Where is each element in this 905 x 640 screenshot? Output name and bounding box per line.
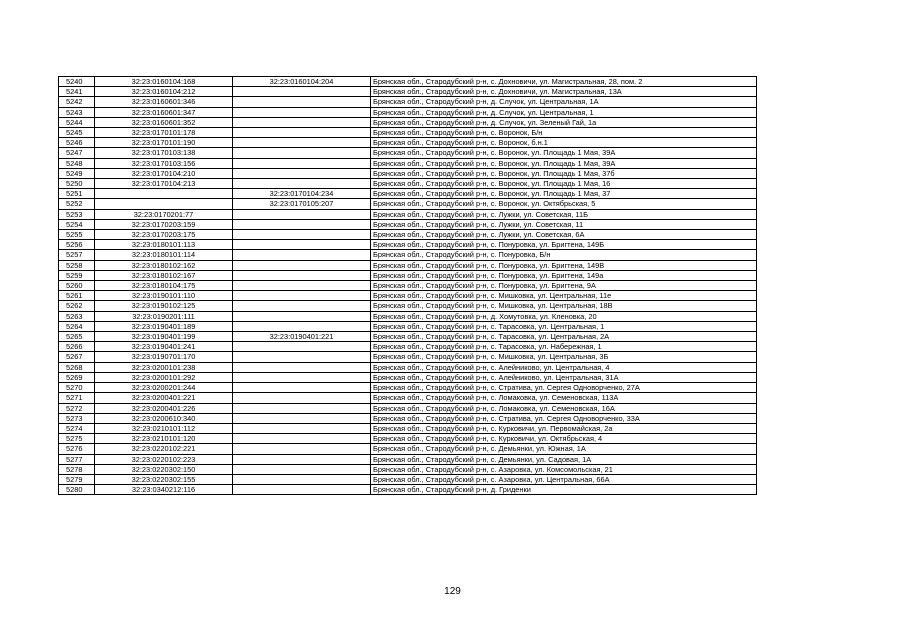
cadastral-number-cell: 32:23:0160601:347 xyxy=(95,107,233,117)
cadastral-number-cell: 32:23:0180101:113 xyxy=(95,240,233,250)
cadastral-number-cell: 32:23:0210101:112 xyxy=(95,423,233,433)
row-number-cell: 5275 xyxy=(59,434,95,444)
address-cell: Брянская обл., Стародубский р-н, с. Тарасовка, ул. Центральная, 2А xyxy=(371,332,757,342)
cadastral-number-cell: 32:23:0220302:155 xyxy=(95,474,233,484)
row-number-cell: 5265 xyxy=(59,332,95,342)
row-number-cell: 5245 xyxy=(59,128,95,138)
table-row xyxy=(59,87,757,97)
related-cadastral-number-cell xyxy=(233,403,371,413)
cadastral-number-cell: 32:23:0200101:238 xyxy=(95,362,233,372)
related-cadastral-number-cell xyxy=(233,281,371,291)
table-row xyxy=(59,352,757,362)
related-cadastral-number-cell xyxy=(233,128,371,138)
related-cadastral-number-cell xyxy=(233,179,371,189)
table-row xyxy=(59,291,757,301)
cadastral-number-cell: 32:23:0190101:110 xyxy=(95,291,233,301)
cadastral-number-cell xyxy=(95,189,233,199)
table-row xyxy=(59,485,757,495)
row-number-cell: 5262 xyxy=(59,301,95,311)
row-number-cell: 5278 xyxy=(59,464,95,474)
related-cadastral-number-cell xyxy=(233,240,371,250)
address-cell: Брянская обл., Стародубский р-н, с. Лужки, ул. Советская, 11Б xyxy=(371,209,757,219)
address-cell: Брянская обл., Стародубский р-н, с. Воронок, б.н.1 xyxy=(371,138,757,148)
cadastral-number-cell: 32:23:0170203:175 xyxy=(95,230,233,240)
address-cell: Брянская обл., Стародубский р-н, с. Стратива, ул. Сергея Одноворченко, 27А xyxy=(371,383,757,393)
cadastral-number-cell: 32:23:0200401:226 xyxy=(95,403,233,413)
row-number-cell: 5261 xyxy=(59,291,95,301)
related-cadastral-number-cell xyxy=(233,454,371,464)
related-cadastral-number-cell xyxy=(233,87,371,97)
related-cadastral-number-cell xyxy=(233,219,371,229)
cadastral-number-cell: 32:23:0170203:159 xyxy=(95,219,233,229)
cadastral-number-cell: 32:23:0160601:346 xyxy=(95,97,233,107)
address-cell: Брянская обл., Стародубский р-н, с. Понуровка, Б/н xyxy=(371,250,757,260)
table-row xyxy=(59,219,757,229)
address-cell: Брянская обл., Стародубский р-н, с. Воронок, ул. Площадь 1 Мая, 37б xyxy=(371,168,757,178)
related-cadastral-number-cell xyxy=(233,372,371,382)
table-row xyxy=(59,464,757,474)
row-number-cell: 5277 xyxy=(59,454,95,464)
related-cadastral-number-cell xyxy=(233,158,371,168)
related-cadastral-number-cell xyxy=(233,168,371,178)
row-number-cell: 5241 xyxy=(59,87,95,97)
table-row xyxy=(59,454,757,464)
related-cadastral-number-cell xyxy=(233,352,371,362)
cadastral-number-cell: 32:23:0220102:221 xyxy=(95,444,233,454)
row-number-cell: 5272 xyxy=(59,403,95,413)
row-number-cell: 5266 xyxy=(59,342,95,352)
registry-table xyxy=(58,76,757,495)
table-row xyxy=(59,362,757,372)
row-number-cell: 5259 xyxy=(59,270,95,280)
table-row xyxy=(59,128,757,138)
row-number-cell: 5260 xyxy=(59,281,95,291)
row-number-cell: 5255 xyxy=(59,230,95,240)
table-row xyxy=(59,209,757,219)
related-cadastral-number-cell xyxy=(233,423,371,433)
row-number-cell: 5243 xyxy=(59,107,95,117)
address-cell: Брянская обл., Стародубский р-н, с. Демьянки, ул. Садовая, 1А xyxy=(371,454,757,464)
related-cadastral-number-cell xyxy=(233,383,371,393)
row-number-cell: 5263 xyxy=(59,311,95,321)
address-cell: Брянская обл., Стародубский р-н, с. Алейниково, ул. Центральная, 4 xyxy=(371,362,757,372)
row-number-cell: 5267 xyxy=(59,352,95,362)
cadastral-number-cell: 32:23:0190401:189 xyxy=(95,321,233,331)
row-number-cell: 5244 xyxy=(59,117,95,127)
related-cadastral-number-cell xyxy=(233,413,371,423)
address-cell: Брянская обл., Стародубский р-н, с. Азаровка, ул. Комсомольская, 21 xyxy=(371,464,757,474)
cadastral-number-cell: 32:23:0180101:114 xyxy=(95,250,233,260)
address-cell: Брянская обл., Стародубский р-н, с. Понуровка, ул. Бригтена, 149Б xyxy=(371,240,757,250)
address-cell: Брянская обл., Стародубский р-н, д. Хомутовка, ул. Кленовка, 20 xyxy=(371,311,757,321)
address-cell: Брянская обл., Стародубский р-н, с. Курковичи, ул. Первомайская, 2а xyxy=(371,423,757,433)
related-cadastral-number-cell xyxy=(233,393,371,403)
related-cadastral-number-cell xyxy=(233,97,371,107)
address-cell: Брянская обл., Стародубский р-н, д. Случок, ул. Центральная, 1 xyxy=(371,107,757,117)
related-cadastral-number-cell xyxy=(233,250,371,260)
row-number-cell: 5250 xyxy=(59,179,95,189)
related-cadastral-number-cell: 32:23:0190401:221 xyxy=(233,332,371,342)
table-row xyxy=(59,117,757,127)
address-cell: Брянская обл., Стародубский р-н, с. Лужки, ул. Советская, 11 xyxy=(371,219,757,229)
row-number-cell: 5269 xyxy=(59,372,95,382)
address-cell: Брянская обл., Стародубский р-н, с. Дохновичи, ул. Магистральная, 13А xyxy=(371,87,757,97)
cadastral-number-cell: 32:23:0200401:221 xyxy=(95,393,233,403)
cadastral-number-cell: 32:23:0200610:340 xyxy=(95,413,233,423)
related-cadastral-number-cell xyxy=(233,138,371,148)
table-row xyxy=(59,383,757,393)
related-cadastral-number-cell xyxy=(233,148,371,158)
address-cell: Брянская обл., Стародубский р-н, с. Воронок, ул. Площадь 1 Мая, 39А xyxy=(371,158,757,168)
table-row xyxy=(59,434,757,444)
table-row xyxy=(59,474,757,484)
cadastral-number-cell: 32:23:0170104:213 xyxy=(95,179,233,189)
table-row xyxy=(59,148,757,158)
address-cell: Брянская обл., Стародубский р-н, с. Воронок, ул. Площадь 1 Мая, 39А xyxy=(371,148,757,158)
table-row xyxy=(59,423,757,433)
cadastral-number-cell: 32:23:0190401:199 xyxy=(95,332,233,342)
related-cadastral-number-cell xyxy=(233,270,371,280)
address-cell: Брянская обл., Стародубский р-н, с. Понуровка, ул. Бригтена, 149а xyxy=(371,270,757,280)
registry-table-body xyxy=(59,77,757,495)
address-cell: Брянская обл., Стародубский р-н, с. Мишковка, ул. Центральная, 3Б xyxy=(371,352,757,362)
address-cell: Брянская обл., Стародубский р-н, с. Курковичи, ул. Октябрьская, 4 xyxy=(371,434,757,444)
row-number-cell: 5271 xyxy=(59,393,95,403)
cadastral-number-cell: 32:23:0170101:190 xyxy=(95,138,233,148)
related-cadastral-number-cell xyxy=(233,474,371,484)
row-number-cell: 5273 xyxy=(59,413,95,423)
address-cell: Брянская обл., Стародубский р-н, с. Стратива, ул. Сергея Одноворченко, 33А xyxy=(371,413,757,423)
related-cadastral-number-cell xyxy=(233,464,371,474)
row-number-cell: 5248 xyxy=(59,158,95,168)
address-cell: Брянская обл., Стародубский р-н, с. Демьянки, ул. Южная, 1А xyxy=(371,444,757,454)
row-number-cell: 5249 xyxy=(59,168,95,178)
address-cell: Брянская обл., Стародубский р-н, с. Ломаковка, ул. Семеновская, 113А xyxy=(371,393,757,403)
cadastral-number-cell: 32:23:0170103:156 xyxy=(95,158,233,168)
row-number-cell: 5253 xyxy=(59,209,95,219)
row-number-cell: 5279 xyxy=(59,474,95,484)
address-cell: Брянская обл., Стародубский р-н, с. Понуровка, ул. Бригтена, 149В xyxy=(371,260,757,270)
cadastral-number-cell: 32:23:0160601:352 xyxy=(95,117,233,127)
related-cadastral-number-cell xyxy=(233,311,371,321)
table-row xyxy=(59,230,757,240)
cadastral-number-cell: 32:23:0340212:116 xyxy=(95,485,233,495)
related-cadastral-number-cell xyxy=(233,260,371,270)
address-cell: Брянская обл., Стародубский р-н, с. Воронок, ул. Площадь 1 Мая, 37 xyxy=(371,189,757,199)
related-cadastral-number-cell: 32:23:0160104:204 xyxy=(233,77,371,87)
address-cell: Брянская обл., Стародубский р-н, д. Случок, ул. Центральная, 1А xyxy=(371,97,757,107)
table-row xyxy=(59,168,757,178)
cadastral-number-cell: 32:23:0200201:244 xyxy=(95,383,233,393)
table-row xyxy=(59,372,757,382)
cadastral-number-cell: 32:23:0180104:175 xyxy=(95,281,233,291)
related-cadastral-number-cell xyxy=(233,291,371,301)
table-row xyxy=(59,260,757,270)
row-number-cell: 5247 xyxy=(59,148,95,158)
address-cell: Брянская обл., Стародубский р-н, с. Тарасовка, ул. Набережная, 1 xyxy=(371,342,757,352)
cadastral-number-cell: 32:23:0190201:111 xyxy=(95,311,233,321)
table-row xyxy=(59,311,757,321)
table-row xyxy=(59,179,757,189)
related-cadastral-number-cell xyxy=(233,301,371,311)
related-cadastral-number-cell xyxy=(233,209,371,219)
row-number-cell: 5246 xyxy=(59,138,95,148)
related-cadastral-number-cell xyxy=(233,321,371,331)
table-row xyxy=(59,138,757,148)
address-cell: Брянская обл., Стародубский р-н, с. Лужки, ул. Советская, 6А xyxy=(371,230,757,240)
address-cell: Брянская обл., Стародубский р-н, с. Мишковка, ул. Центральная, 18В xyxy=(371,301,757,311)
cadastral-number-cell: 32:23:0190701:170 xyxy=(95,352,233,362)
cadastral-number-cell: 32:23:0170201:77 xyxy=(95,209,233,219)
row-number-cell: 5274 xyxy=(59,423,95,433)
cadastral-number-cell: 32:23:0200101:292 xyxy=(95,372,233,382)
table-row xyxy=(59,403,757,413)
row-number-cell: 5276 xyxy=(59,444,95,454)
table-row xyxy=(59,97,757,107)
related-cadastral-number-cell xyxy=(233,444,371,454)
address-cell: Брянская обл., Стародубский р-н, с. Тарасовка, ул. Центральная, 1 xyxy=(371,321,757,331)
cadastral-number-cell: 32:23:0220302:150 xyxy=(95,464,233,474)
related-cadastral-number-cell xyxy=(233,230,371,240)
row-number-cell: 5254 xyxy=(59,219,95,229)
address-cell: Брянская обл., Стародубский р-н, с. Воронок, ул. Октябрьская, 5 xyxy=(371,199,757,209)
cadastral-number-cell: 32:23:0170104:210 xyxy=(95,168,233,178)
related-cadastral-number-cell xyxy=(233,117,371,127)
row-number-cell: 5264 xyxy=(59,321,95,331)
cadastral-number-cell xyxy=(95,199,233,209)
address-cell: Брянская обл., Стародубский р-н, с. Воронок, Б/н xyxy=(371,128,757,138)
table-row xyxy=(59,281,757,291)
address-cell: Брянская обл., Стародубский р-н, с. Ломаковка, ул. Семеновская, 16А xyxy=(371,403,757,413)
cadastral-number-cell: 32:23:0160104:212 xyxy=(95,87,233,97)
table-row xyxy=(59,77,757,87)
address-cell: Брянская обл., Стародубский р-н, с. Понуровка, ул. Бригтена, 9А xyxy=(371,281,757,291)
row-number-cell: 5242 xyxy=(59,97,95,107)
related-cadastral-number-cell: 32:23:0170105:207 xyxy=(233,199,371,209)
table-row xyxy=(59,250,757,260)
row-number-cell: 5258 xyxy=(59,260,95,270)
address-cell: Брянская обл., Стародубский р-н, д. Случок, ул. Зеленый Гай, 1а xyxy=(371,117,757,127)
table-row xyxy=(59,321,757,331)
address-cell: Брянская обл., Стародубский р-н, д. Гриденки xyxy=(371,485,757,495)
table-row xyxy=(59,189,757,199)
row-number-cell: 5240 xyxy=(59,77,95,87)
table-row xyxy=(59,444,757,454)
table-row xyxy=(59,342,757,352)
table-row xyxy=(59,240,757,250)
page-number: 129 xyxy=(444,586,461,597)
row-number-cell: 5257 xyxy=(59,250,95,260)
related-cadastral-number-cell xyxy=(233,362,371,372)
related-cadastral-number-cell: 32:23:0170104:234 xyxy=(233,189,371,199)
cadastral-number-cell: 32:23:0190401:241 xyxy=(95,342,233,352)
address-cell: Брянская обл., Стародубский р-н, с. Мишковка, ул. Центральная, 11е xyxy=(371,291,757,301)
table-row xyxy=(59,199,757,209)
row-number-cell: 5268 xyxy=(59,362,95,372)
table-row xyxy=(59,332,757,342)
table-row xyxy=(59,107,757,117)
cadastral-number-cell: 32:23:0170101:178 xyxy=(95,128,233,138)
table-row xyxy=(59,301,757,311)
cadastral-number-cell: 32:23:0160104:168 xyxy=(95,77,233,87)
address-cell: Брянская обл., Стародубский р-н, с. Воронок, ул. Площадь 1 Мая, 16 xyxy=(371,179,757,189)
row-number-cell: 5270 xyxy=(59,383,95,393)
related-cadastral-number-cell xyxy=(233,485,371,495)
cadastral-number-cell: 32:23:0210101:120 xyxy=(95,434,233,444)
table-row xyxy=(59,158,757,168)
related-cadastral-number-cell xyxy=(233,342,371,352)
address-cell: Брянская обл., Стародубский р-н, с. Азаровка, ул. Центральная, 66А xyxy=(371,474,757,484)
cadastral-number-cell: 32:23:0190102:125 xyxy=(95,301,233,311)
cadastral-number-cell: 32:23:0220102:223 xyxy=(95,454,233,464)
cadastral-number-cell: 32:23:0180102:162 xyxy=(95,260,233,270)
related-cadastral-number-cell xyxy=(233,107,371,117)
cadastral-number-cell: 32:23:0180102:167 xyxy=(95,270,233,280)
table-row xyxy=(59,393,757,403)
cadastral-number-cell: 32:23:0170103:138 xyxy=(95,148,233,158)
address-cell: Брянская обл., Стародубский р-н, с. Дохновичи, ул. Магистральная, 28, пом. 2 xyxy=(371,77,757,87)
row-number-cell: 5251 xyxy=(59,189,95,199)
row-number-cell: 5256 xyxy=(59,240,95,250)
table-row xyxy=(59,413,757,423)
address-cell: Брянская обл., Стародубский р-н, с. Алейниково, ул. Центральная, 31А xyxy=(371,372,757,382)
row-number-cell: 5280 xyxy=(59,485,95,495)
related-cadastral-number-cell xyxy=(233,434,371,444)
row-number-cell: 5252 xyxy=(59,199,95,209)
table-row xyxy=(59,270,757,280)
